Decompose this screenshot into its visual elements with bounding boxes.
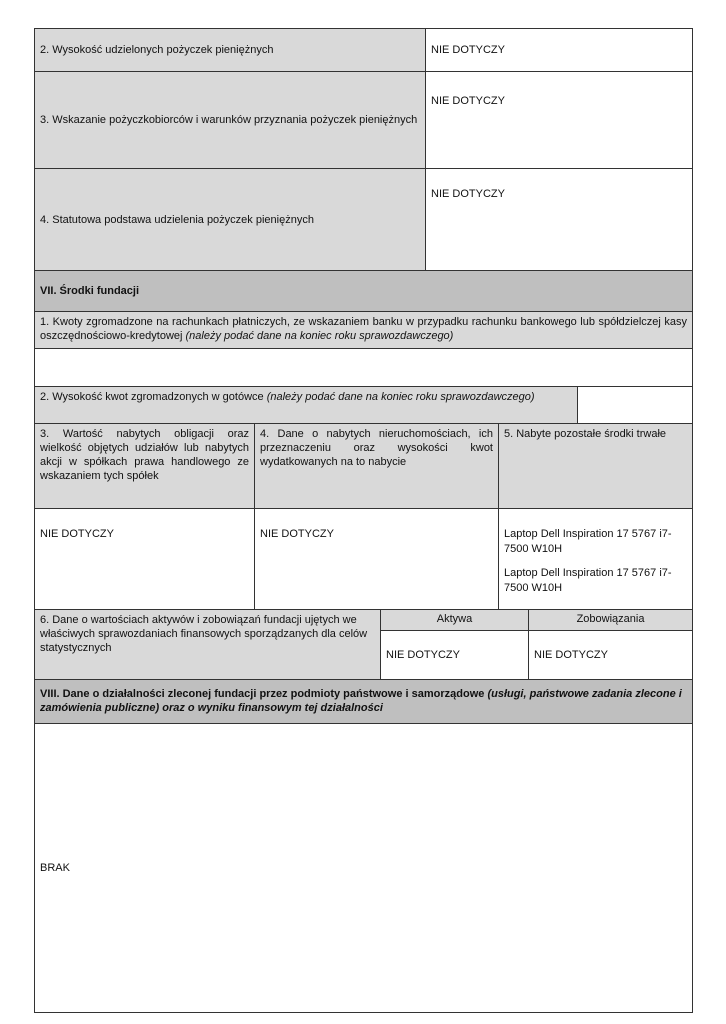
section-viii-heading-text: VIII. Dane o działalności zleconej fundacji przez podmioty państwowe i samorządowe	[40, 688, 488, 700]
assets-liabilities-label	[34, 609, 381, 680]
borrowers-value	[425, 71, 693, 169]
commissioned-activity-value-text: BRAK	[40, 862, 70, 874]
fixed-asset-item: Laptop Dell Inspiration 17 5767 i7-7500 W10H	[504, 528, 672, 555]
borrowers-label-text: 3. Wskazanie pożyczkobiorców i warunków przyznania pożyczek pieniężnych	[40, 114, 418, 126]
assets-header-text: Aktywa	[436, 613, 473, 625]
bank-accounts-note: (należy podać dane na koniec roku sprawozdawczego)	[185, 330, 454, 342]
loan-amount-value-text: NIE DOTYCZY	[431, 44, 505, 56]
liabilities-header	[528, 609, 693, 631]
statutory-basis-value-text: NIE DOTYCZY	[431, 188, 505, 200]
bank-accounts-label	[34, 311, 693, 349]
loan-amount-value	[425, 28, 693, 72]
borrowers-label	[34, 71, 426, 169]
assets-liabilities-label-text: 6. Dane o wartościach aktywów i zobowiązań fundacji ujętych we właściwych sprawozdaniach finansowych sporządzanych dla celów statystycznych	[40, 614, 368, 654]
liabilities-header-text: Zobowiązania	[576, 613, 645, 625]
fixed-assets-label	[498, 423, 693, 509]
commissioned-activity-value	[34, 723, 693, 1013]
cash-amount-label-text: 2. Wysokość kwot zgromadzonych w gotówce	[40, 391, 267, 403]
bonds-shares-value	[34, 508, 255, 610]
statutory-basis-label-text: 4. Statutowa podstawa udzielenia pożyczek pieniężnych	[40, 213, 314, 226]
bonds-shares-label-text: 3. Wartość nabytych obligacji oraz wielkość objętych udziałów lub nabytych akcji w spółkach prawa handlowego ze wskazaniem tych spółek	[40, 428, 249, 482]
section-vii-heading-text: VII. Środki fundacji	[40, 285, 140, 297]
section-vii-heading	[34, 270, 693, 312]
bonds-shares-label	[34, 423, 255, 509]
borrowers-value-text: NIE DOTYCZY	[431, 95, 505, 107]
fixed-assets-label-text: 5. Nabyte pozostałe środki trwałe	[504, 428, 667, 440]
cash-amount-label	[34, 386, 578, 424]
fixed-assets-value	[498, 508, 693, 610]
assets-value	[380, 630, 529, 680]
real-estate-label	[254, 423, 499, 509]
real-estate-value	[254, 508, 499, 610]
fixed-asset-item: Laptop Dell Inspiration 17 5767 i7-7500 W10H	[504, 567, 672, 594]
real-estate-value-text: NIE DOTYCZY	[260, 528, 334, 540]
cash-amount-value	[577, 386, 693, 424]
liabilities-value	[528, 630, 693, 680]
assets-header	[380, 609, 529, 631]
statutory-basis-value	[425, 168, 693, 271]
cash-amount-note: (należy podać dane na koniec roku sprawozdawczego)	[266, 391, 535, 403]
loan-amount-label-text: 2. Wysokość udzielonych pożyczek pieniężnych	[40, 44, 274, 56]
bank-accounts-value	[34, 348, 693, 387]
section-viii-heading	[34, 679, 693, 724]
bonds-shares-value-text: NIE DOTYCZY	[40, 528, 114, 540]
bank-accounts-label-text: 1. Kwoty zgromadzone na rachunkach płatniczych, ze wskazaniem banku w przypadku rachunku bankowego lub spółdzielczej kasy oszczędnościowo-kredytowej	[40, 316, 687, 342]
section-viii-heading-note: (usługi, państwowe zadania zlecone i zamówienia publiczne) oraz o wyniku finansowym tej działalności	[40, 688, 682, 714]
assets-value-text: NIE DOTYCZY	[386, 649, 460, 661]
liabilities-value-text: NIE DOTYCZY	[534, 649, 608, 661]
real-estate-label-text: 4. Dane o nabytych nieruchomościach, ich przeznaczeniu oraz wysokości kwot wydatkowanych na to nabycie	[260, 428, 493, 468]
loan-amount-label	[34, 28, 426, 72]
statutory-basis-label	[34, 168, 426, 271]
